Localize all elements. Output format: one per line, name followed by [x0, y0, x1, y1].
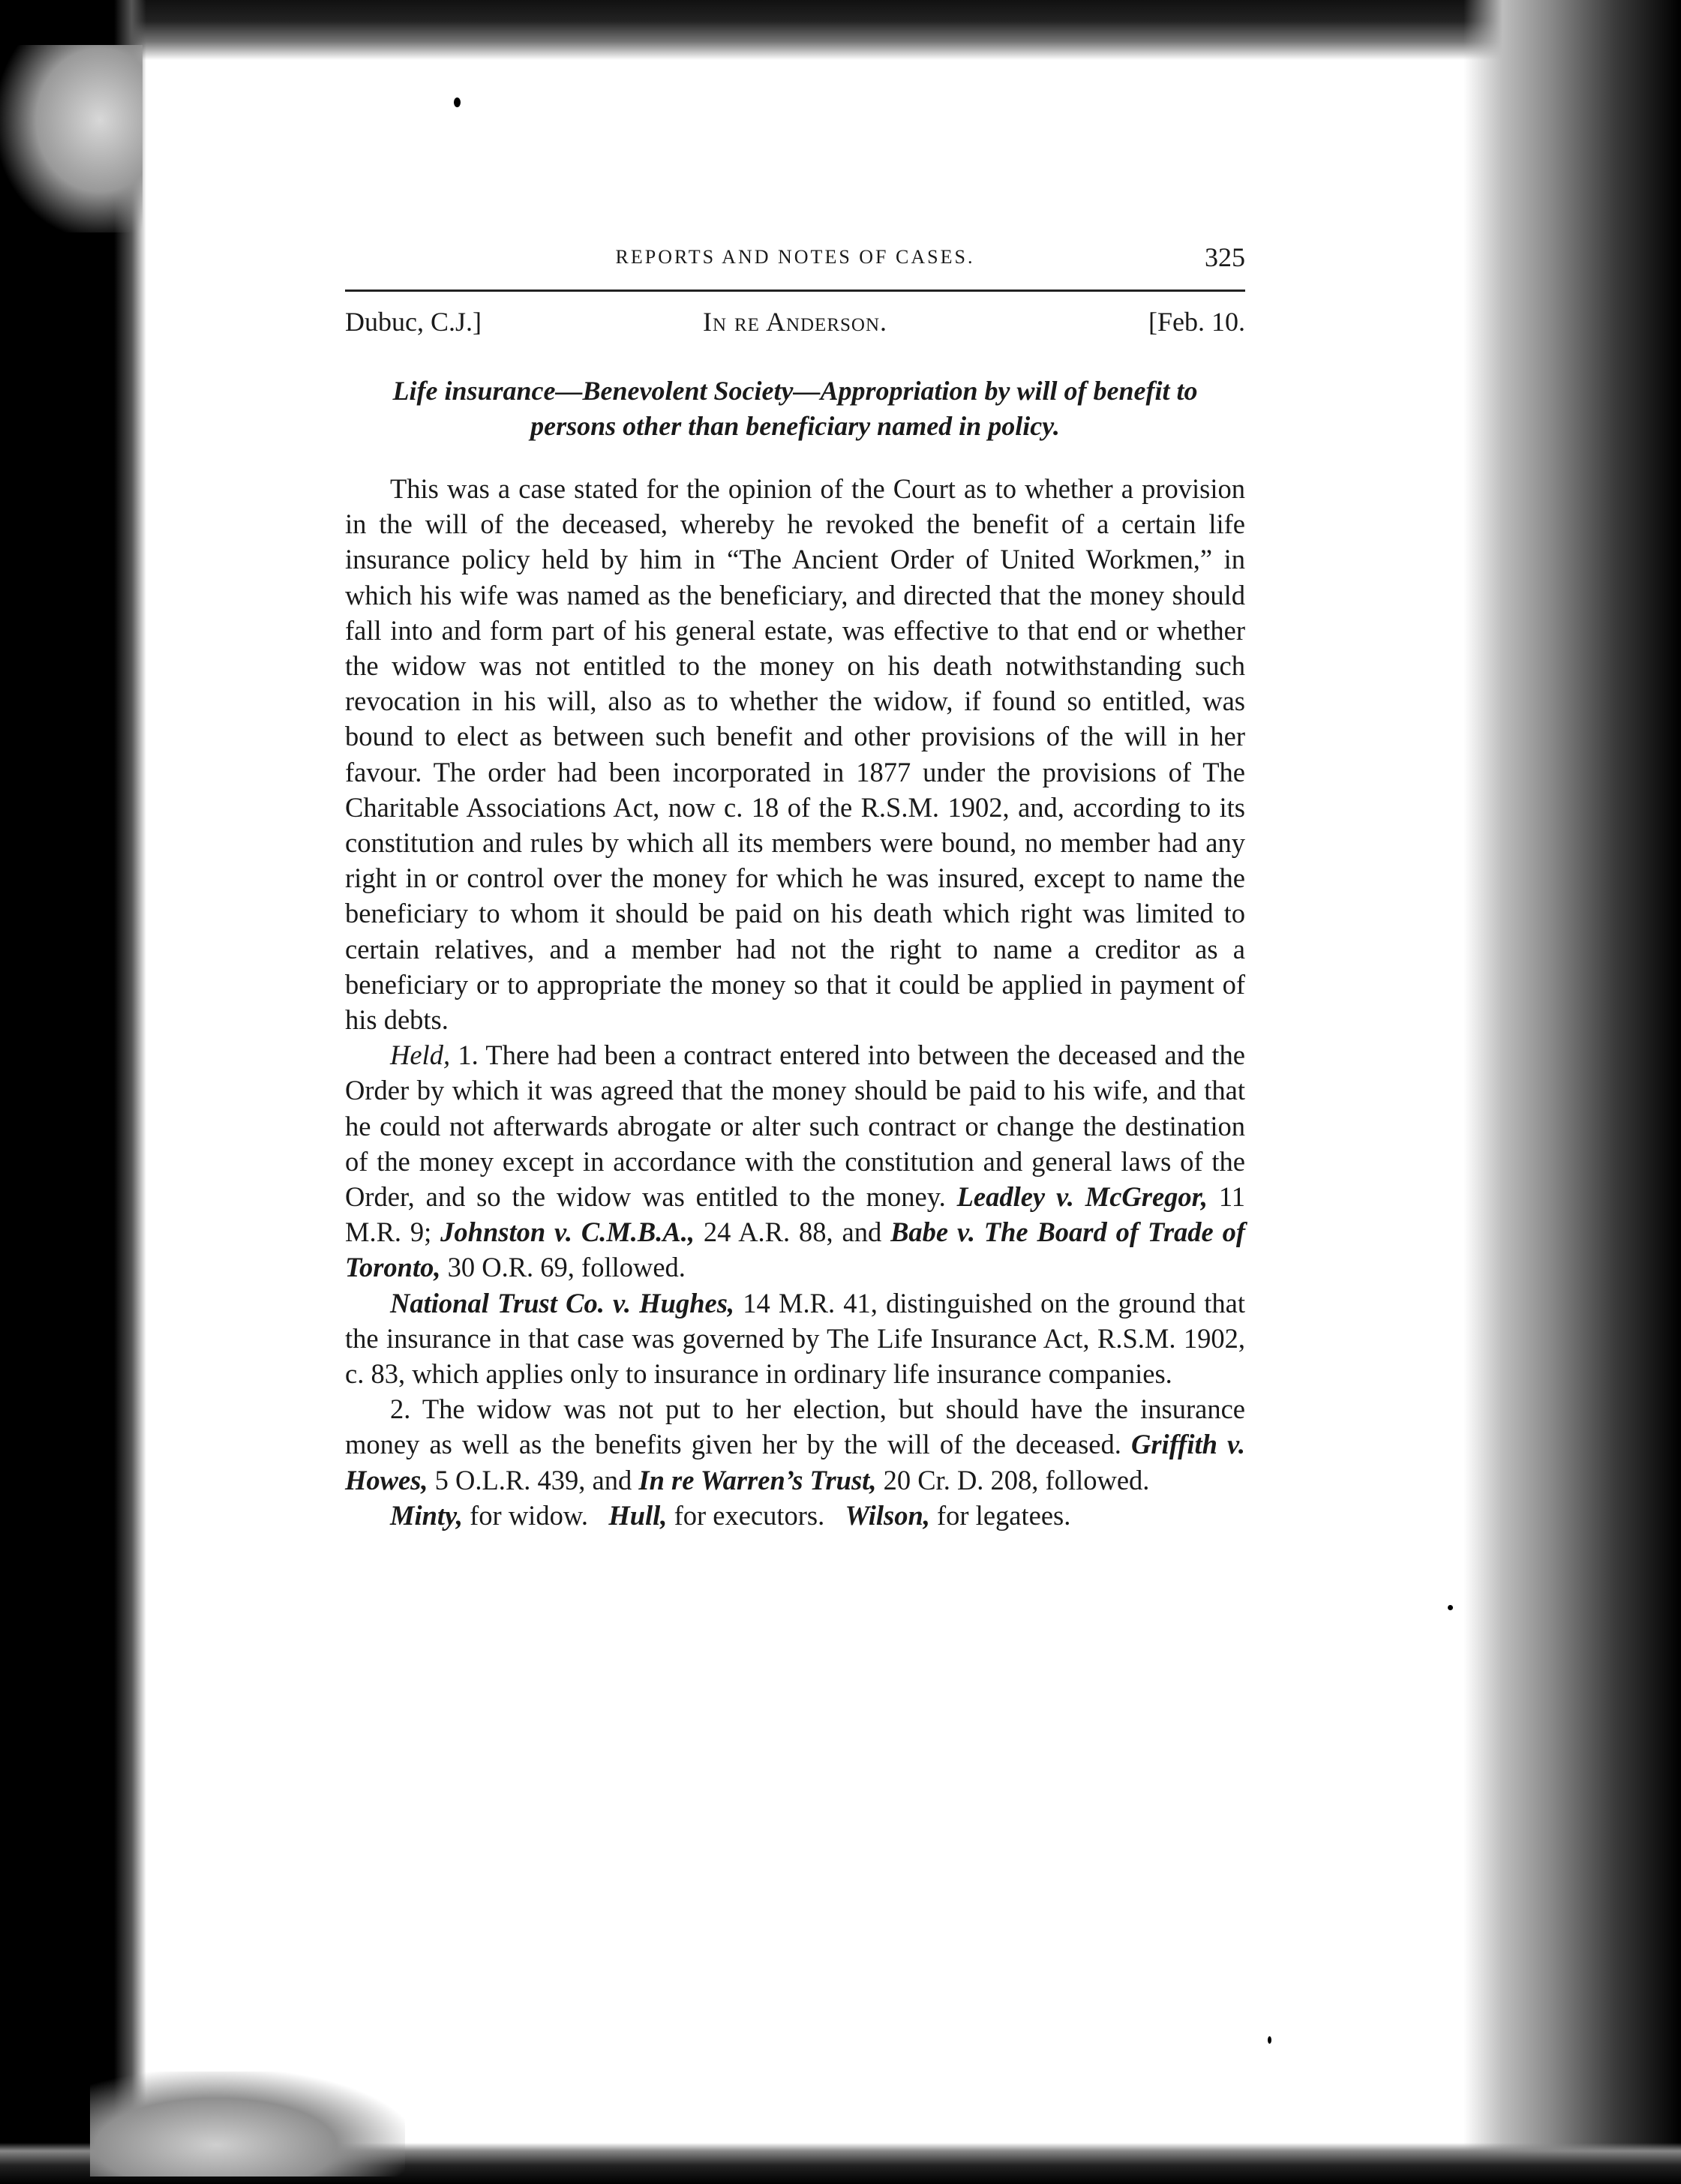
scan-edge-right — [1463, 0, 1681, 2184]
header-rule — [345, 290, 1245, 292]
holding-two-text: The widow was not put to her election, but should have the insurance money as well as the benefits given her by the will of the deceased. — [345, 1394, 1245, 1460]
cited-case: Johnston v. C.M.B.A., — [440, 1216, 695, 1248]
holding-one-text: There had been a contract entered into between the deceased and the Order by which it was agreed that the money should be paid to his wife, and that he could not afterwards abrogate or alter such contract or change the destination of the money except in accordance with the constitution and general laws of the Order, and so the widow was entitled to the money. — [345, 1040, 1246, 1213]
citation: 30 O.R. 69, followed. — [447, 1252, 686, 1283]
cited-case: In re Warren’s Trust, — [638, 1464, 877, 1496]
scan-speck — [454, 98, 461, 107]
scan-edge-top — [0, 0, 1681, 60]
scan-glare-left — [0, 45, 143, 232]
scan-speck — [1268, 2036, 1271, 2044]
held-label: Held, — [390, 1040, 451, 1071]
holding-one-number: 1. — [458, 1040, 479, 1071]
running-title: REPORTS AND NOTES OF CASES. — [615, 246, 975, 268]
citation: 5 O.L.R. 439, and — [434, 1464, 632, 1496]
counsel-role: for widow. — [470, 1499, 588, 1531]
case-heading — [345, 306, 1245, 351]
counsel-name: Wilson, — [845, 1499, 930, 1531]
cited-case: National Trust Co. v. Hughes, — [390, 1287, 735, 1318]
scan-edge-left — [0, 0, 146, 2184]
page-number: 325 — [1205, 242, 1245, 272]
running-header — [345, 240, 1245, 280]
cited-case: Babe v. The Board of Trade of Toronto, — [345, 1216, 1245, 1283]
case-body — [345, 471, 1245, 1533]
citation: 24 A.R. 88, and — [703, 1216, 882, 1248]
case-statement: This was a case stated for the opinion of the Court as to whether a provision in the will of the deceased, whereby he revoked the benefit of a certain life insurance policy held by him in “The Ancient Order of United Workmen,” in which his wife was named as the beneficiary, and directed that the money should fall into and form part of his general estate, was effective to that end or whether the widow was not entitled to the money on his death notwithstanding such revocation in his will, also as to whether the widow, if found so entitled, was bound to elect as between such benefit and other provisions of the will in her favour. The order had been incorporated in 1877 under the provisions of The Charitable Associations Act, now c. 18 of the R.S.M. 1902, and, according to its constitution and rules by which all its members were bound, no member had any right in or control over the money for which he was insured, except to name the beneficiary to whom it should be paid on his death which right was limited to certain relatives, and a member had not the right to name a creditor as a beneficiary or to appropriate the money so that it could be applied in payment of his debts. — [345, 473, 1245, 1036]
cited-case: Griffith v. Howes, — [345, 1429, 1245, 1496]
distinguished-text: 14 M.R. 41, distinguished on the ground that the insurance in that case was governed by The Life Insurance Act, R.S.M. 1902, c. 83, which applies only to insurance in ordinary life insurance companies. — [345, 1287, 1246, 1390]
counsel-line — [345, 1498, 1245, 1533]
holding-one — [345, 1037, 1245, 1285]
cited-case: Leadley v. McGregor, — [956, 1181, 1208, 1213]
counsel-name: Hull, — [608, 1499, 668, 1531]
case-date: [Feb. 10. — [1148, 307, 1245, 337]
scan-speck — [1448, 1605, 1453, 1610]
scan-glare-bottom — [90, 2072, 405, 2176]
headnote-subject: Life insurance—Benevolent Society—Appropriation by will of benefit to persons other than beneficiary named in policy. — [392, 376, 1198, 441]
case-title: In re Anderson. — [702, 307, 888, 337]
counsel-role: for legatees. — [937, 1499, 1071, 1531]
counsel-role: for executors. — [674, 1499, 825, 1531]
citation: 11 M.R. 9; — [345, 1181, 1245, 1248]
holding-two-number: 2. — [390, 1394, 411, 1425]
holding-two — [345, 1391, 1245, 1498]
document-page — [345, 240, 1245, 1533]
citation: 20 Cr. D. 208, followed. — [883, 1464, 1150, 1496]
judge-name: Dubuc, C.J.] — [345, 307, 482, 337]
distinguished-case — [345, 1286, 1245, 1392]
counsel-name: Minty, — [390, 1499, 464, 1531]
